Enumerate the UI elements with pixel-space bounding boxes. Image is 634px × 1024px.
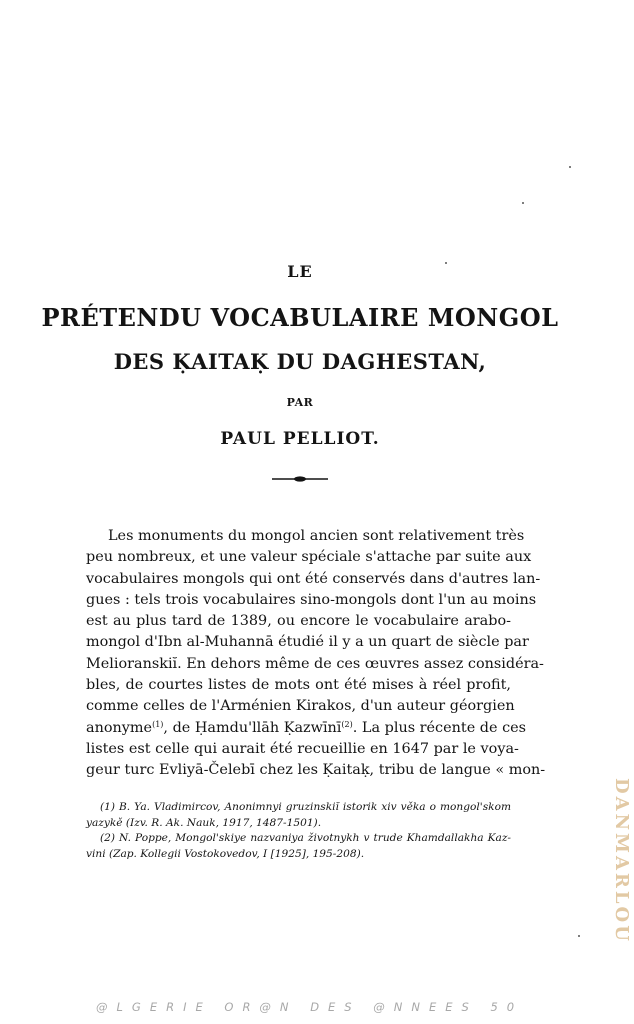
body-line: vocabulaires mongols qui ont été conservés dans d'autres lan- (86, 570, 541, 587)
footnote-2-line-1: (2) N. Poppe, Mongol'skiye nazvaniya životnykh v trude Khamdallakha Kaz- (100, 832, 511, 844)
body-line: comme celles de l'Arménien Kirakos, d'un auteur géorgien (86, 698, 515, 715)
scan-speck (522, 202, 524, 204)
footnotes (86, 800, 511, 862)
scan-speck (569, 166, 571, 168)
body-line-with-notes (86, 718, 527, 739)
body-line: mongol d'Ibn al-Muhannā étudié il y a un quart de siècle par (86, 634, 529, 651)
by-label: PAR (286, 396, 314, 409)
body-line: est au plus tard de 1389, ou encore le vocabulaire arabo- (86, 613, 511, 630)
body-line: Melioranskiĭ. En dehors même de ces œuvres assez considéra- (86, 655, 544, 672)
side-watermark: DANMARLOU (611, 778, 632, 944)
article-kicker: LE (287, 262, 313, 281)
body-text-fragment: , de Ḥamdu'llāh Ḳazwīnī (163, 719, 342, 736)
body-line: gues : tels trois vocabulaires sino-mongols dont l'un au moins (86, 591, 537, 608)
author-name: PAUL PELLIOT. (220, 429, 380, 449)
title-line-2: DES ḲAITAḲ DU DAGHESTAN, (113, 349, 487, 374)
body-line: geur turc Evliyā-Čelebī chez les Ḳaitaḳ, tribu de langue « mon- (86, 762, 546, 779)
bottom-watermark: @LGERIE OR@N DES @NNEES 50 (96, 1000, 524, 1014)
footnote-1-line-1: (1) B. Ya. Vladimircov, Anonimnyi gruzinskiĭ istorik xiv věka o mongol'skom (100, 801, 511, 813)
ornament-divider (272, 476, 328, 482)
footnote-ref-2: (2) (341, 719, 353, 729)
body-line: bles, de courtes listes de mots ont été mises à réel profit, (86, 677, 511, 694)
body-line: Les monuments du mongol ancien sont relativement très (108, 528, 525, 544)
body-line: peu nombreux, et une valeur spéciale s'attache par suite aux (86, 549, 532, 566)
scan-speck (578, 935, 580, 937)
title-line-1: PRÉTENDU VOCABULAIRE MONGOL (41, 303, 559, 332)
footnote-2-line-2: vini (Zap. Kollegii Vostokovedov, I [1925], 195-208). (86, 847, 365, 860)
body-text-fragment: . La plus récente de ces (352, 719, 527, 736)
body-line: listes est celle qui aurait été recueillie en 1647 par le voya- (86, 740, 519, 757)
body-text-fragment: anonyme (86, 719, 153, 736)
scan-speck (445, 262, 447, 264)
footnote-ref-1: (1) (152, 719, 164, 729)
footnote-1-line-2: yazykě (Izv. R. Ak. Nauk, 1917, 1487-1501). (86, 816, 322, 829)
body-paragraph (86, 526, 546, 782)
